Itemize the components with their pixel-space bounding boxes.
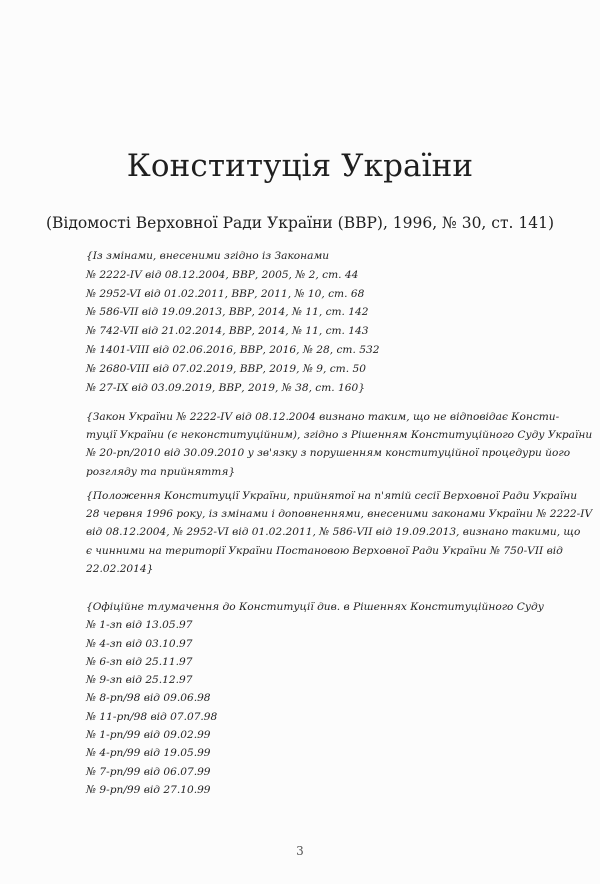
interpretation-item: № 6-зп від 25.11.97 [86, 655, 193, 668]
amendments-list [86, 247, 379, 397]
note-line: розгляду та прийняття} [86, 465, 236, 478]
note-line: № 20-рп/2010 від 30.09.2010 у зв'язку з порушенням конституційної процедури його [86, 447, 571, 460]
interpretations-list [86, 598, 544, 799]
amendment-item: № 586-VII від 19.09.2013, ВВР, 2014, № 11, ст. 142 [86, 306, 369, 319]
note-line: туції України (є неконституційним), згідно з Рішенням Конституційного Суду України [86, 429, 593, 442]
validity-note [86, 487, 593, 578]
interpretation-item: № 1-зп від 13.05.97 [86, 619, 193, 632]
interpretation-item: № 7-рп/99 від 06.07.99 [86, 765, 211, 778]
interpretation-item: № 9-зп від 25.12.97 [86, 674, 193, 687]
page-title: Конституція України [126, 148, 474, 184]
interpretation-item: № 9-рп/99 від 27.10.99 [86, 783, 211, 796]
note-line: від 08.12.2004, № 2952-VI від 01.02.2011, № 586-VII від 19.09.2013, визнано такими, що [86, 526, 581, 539]
amendment-item: № 2222-IV від 08.12.2004, ВВР, 2005, № 2, ст. 44 [86, 268, 359, 281]
page-number: 3 [296, 844, 304, 858]
amendments-intro: {Із змінами, внесеними згідно із Законами [86, 250, 330, 262]
amendment-item: № 1401-VIII від 02.06.2016, ВВР, 2016, № 28, ст. 532 [86, 343, 380, 356]
amendment-item: № 27-IX від 03.09.2019, ВВР, 2019, № 38, ст. 160} [86, 381, 365, 394]
publication-reference: (Відомості Верховної Ради України (ВВР), 1996, № 30, ст. 141) [45, 214, 555, 232]
amendment-item: № 742-VII від 21.02.2014, ВВР, 2014, № 11, ст. 143 [86, 325, 369, 338]
interpretation-item: № 4-зп від 03.10.97 [86, 637, 193, 650]
amendment-item: № 2680-VIII від 07.02.2019, ВВР, 2019, № 9, ст. 50 [86, 362, 366, 375]
note-line: {Положення Конституції України, прийнятої на п'ятій сесії Верховної Ради України [86, 490, 578, 502]
unconstitutional-note [86, 408, 593, 481]
note-line: 22.02.2014} [86, 562, 154, 575]
note-line: є чинними на території України Постановою Верховної Ради України № 750-VII від [86, 544, 563, 557]
interpretation-item: № 8-рп/98 від 09.06.98 [86, 692, 211, 705]
interpretation-item: № 1-рп/99 від 09.02.99 [86, 729, 211, 742]
interpretation-item: № 11-рп/98 від 07.07.98 [86, 710, 218, 723]
interpretations-intro: {Офіційне тлумачення до Конституції див. в Рішеннях Конституційного Суду [86, 601, 544, 613]
note-line: 28 червня 1996 року, із змінами і доповненнями, внесеними законами України № 2222-IV [86, 508, 593, 521]
amendment-item: № 2952-VI від 01.02.2011, ВВР, 2011, № 10, ст. 68 [86, 287, 365, 300]
interpretation-item: № 4-рп/99 від 19.05.99 [86, 747, 211, 760]
note-line: {Закон України № 2222-IV від 08.12.2004 визнано таким, що не відповідає Консти- [86, 411, 560, 423]
